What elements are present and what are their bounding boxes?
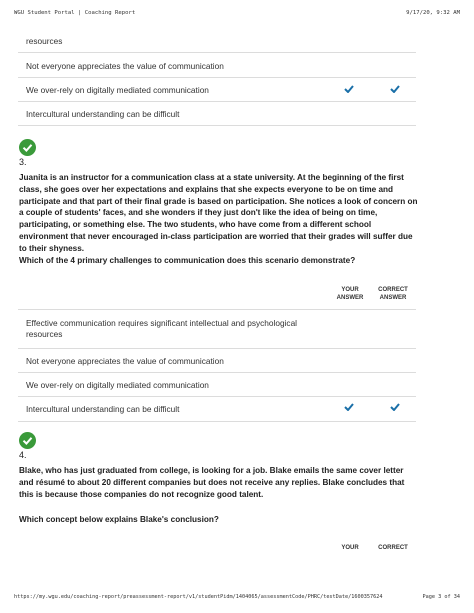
header-title: WGU Student Portal | Coaching Report bbox=[14, 10, 136, 16]
correct-answer-check-icon bbox=[390, 403, 400, 411]
your-answer-check-icon bbox=[344, 403, 354, 411]
q3-option-3 bbox=[18, 373, 416, 397]
prev-option-1 bbox=[18, 30, 416, 53]
your-answer-header: YOUR bbox=[341, 545, 359, 551]
your-answer-check-icon bbox=[344, 85, 354, 93]
option-label: Intercultural understanding can be difficult bbox=[26, 404, 180, 414]
question-text: Blake, who has just graduated from college, is looking for a job. Blake emails the same cover letter and résumé to about 20 different companies but does not receive any replies. Blake concludes that this is because those companies do not recognize good talent. bbox=[19, 466, 405, 499]
correct-check-circle-icon bbox=[19, 139, 36, 156]
q3-option-4 bbox=[18, 397, 416, 422]
question-prompt: Which concept below explains Blake's conclusion? bbox=[19, 515, 219, 524]
option-label: Not everyone appreciates the value of communication bbox=[26, 356, 224, 366]
correct-check-circle-icon bbox=[19, 432, 36, 449]
option-label: We over-rely on digitally mediated communication bbox=[26, 380, 209, 390]
prev-option-2 bbox=[18, 53, 416, 78]
prev-option-3 bbox=[18, 78, 416, 102]
q3-option-1 bbox=[18, 309, 416, 349]
option-label: resources bbox=[26, 36, 63, 46]
option-label: Not everyone appreciates the value of communication bbox=[26, 61, 224, 71]
your-answer-header: YOUR ANSWER bbox=[336, 287, 364, 301]
page-url: https://my.wgu.edu/coaching-report/preassessment-report/v1/studentPidm/1404065/assessmentCode/PHRC/testDate/1600357624 bbox=[14, 594, 383, 600]
correct-answer-header: CORRECT bbox=[378, 545, 408, 551]
option-label: Effective communication requires significant intellectual and psychological resources bbox=[26, 318, 298, 339]
question-prompt: Which of the 4 primary challenges to communication does this scenario demonstrate? bbox=[19, 256, 356, 265]
option-label: We over-rely on digitally mediated communication bbox=[26, 85, 209, 95]
header-timestamp: 9/17/20, 9:32 AM bbox=[406, 10, 460, 16]
question-number: 3. bbox=[19, 157, 27, 167]
q3-option-2 bbox=[18, 348, 416, 373]
prev-option-4 bbox=[18, 102, 416, 126]
question-text: Juanita is an instructor for a communication class at a state university. At the beginning of the first class, she goes over her expectations and explains that she expects everyone to be on time and participate and that part of their final grade is based on participation. She notices a look of concern on a couple of students' faces, and she wonders if they just don't like the idea of being on time, participating, or something else. The two students, who have come from a different school environment that never encouraged in-class participation are worried that their grades will suffer due to their shyness. bbox=[19, 173, 418, 253]
question-number: 4. bbox=[19, 450, 27, 460]
page-number: Page 3 of 34 bbox=[422, 594, 460, 600]
correct-answer-check-icon bbox=[390, 85, 400, 93]
correct-answer-header: CORRECT ANSWER bbox=[378, 287, 408, 301]
option-label: Intercultural understanding can be difficult bbox=[26, 109, 180, 119]
